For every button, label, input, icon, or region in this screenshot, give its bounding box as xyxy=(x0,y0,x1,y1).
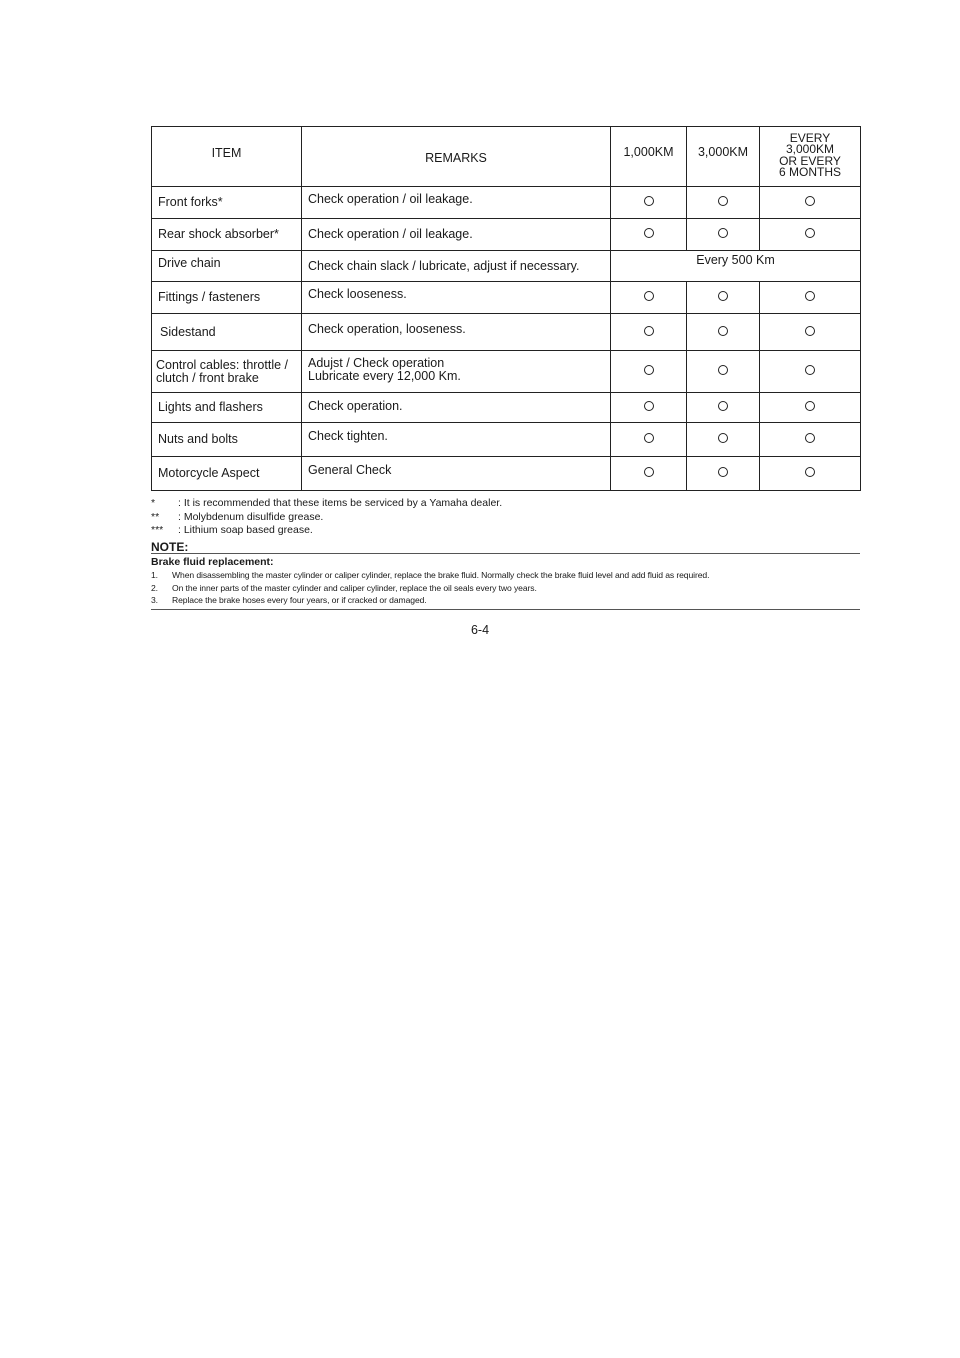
mark-3000km xyxy=(687,393,760,423)
table-row xyxy=(152,187,861,219)
check-circle-icon xyxy=(805,228,815,238)
item-cell: Fittings / fasteners xyxy=(152,282,302,314)
maintenance-table xyxy=(151,126,861,491)
header-remarks: REMARKS xyxy=(302,127,611,187)
remarks-cell: Check operation, looseness. xyxy=(302,314,611,351)
mark-every xyxy=(760,314,861,351)
check-circle-icon xyxy=(718,196,728,206)
mark-3000km xyxy=(687,423,760,457)
note-item: 2. On the inner parts of the master cylinder and caliper cylinder, replace the oil seals every two years. xyxy=(151,582,537,593)
table-header-row xyxy=(152,127,861,187)
table-row xyxy=(152,423,861,457)
table-row xyxy=(152,393,861,423)
remarks-cell: Check operation / oil leakage. xyxy=(302,187,611,219)
mark-every xyxy=(760,282,861,314)
check-circle-icon xyxy=(805,467,815,477)
item-cell: Front forks* xyxy=(152,187,302,219)
header-item: ITEM xyxy=(152,127,302,187)
page-number: 6-4 xyxy=(470,623,490,637)
check-circle-icon xyxy=(805,291,815,301)
table-row xyxy=(152,457,861,491)
mark-1000km xyxy=(611,187,687,219)
mark-every xyxy=(760,457,861,491)
check-circle-icon xyxy=(644,291,654,301)
check-circle-icon xyxy=(644,365,654,375)
remarks-cell: Check looseness. xyxy=(302,282,611,314)
remarks-cell: Check tighten. xyxy=(302,423,611,457)
header-3000km: 3,000KM xyxy=(687,127,760,187)
mark-1000km xyxy=(611,457,687,491)
remarks-cell: Check operation. xyxy=(302,393,611,423)
check-circle-icon xyxy=(644,326,654,336)
check-circle-icon xyxy=(805,326,815,336)
remarks-cell: Adujst / Check operation Lubricate every 12,000 Km. xyxy=(302,351,611,393)
every-500-km-interval: Every 500 Km xyxy=(611,251,861,282)
check-circle-icon xyxy=(805,365,815,375)
mark-1000km xyxy=(611,423,687,457)
note-body xyxy=(151,556,860,610)
note-item: 3. Replace the brake hoses every four years, or if cracked or damaged. xyxy=(151,595,427,605)
table-row xyxy=(152,251,861,282)
item-cell: Motorcycle Aspect xyxy=(152,457,302,491)
mark-3000km xyxy=(687,457,760,491)
check-circle-icon xyxy=(718,326,728,336)
footnote: *** : Lithium soap based grease. xyxy=(151,524,313,536)
header-1000km: 1,000KM xyxy=(611,127,687,187)
check-circle-icon xyxy=(644,467,654,477)
mark-1000km xyxy=(611,219,687,251)
remarks-cell: General Check xyxy=(302,457,611,491)
check-circle-icon xyxy=(718,228,728,238)
footnote: ** : Molybdenum disulfide grease. xyxy=(151,510,324,523)
mark-every xyxy=(760,423,861,457)
check-circle-icon xyxy=(718,365,728,375)
table-row xyxy=(152,351,861,393)
table-row xyxy=(152,219,861,251)
mark-3000km xyxy=(687,219,760,251)
mark-1000km xyxy=(611,351,687,393)
table-row xyxy=(152,314,861,351)
check-circle-icon xyxy=(644,196,654,206)
mark-every xyxy=(760,393,861,423)
check-circle-icon xyxy=(718,401,728,411)
note-item: 1. When disassembling the master cylinder or caliper cylinder, replace the brake fluid. Normally check the brake fluid level and add fluid as required. xyxy=(151,570,710,580)
mark-3000km xyxy=(687,187,760,219)
check-circle-icon xyxy=(644,401,654,411)
table-row xyxy=(152,282,861,314)
check-circle-icon xyxy=(805,433,815,443)
mark-every xyxy=(760,187,861,219)
remarks-cell: Check operation / oil leakage. xyxy=(302,219,611,251)
check-circle-icon xyxy=(805,196,815,206)
mark-1000km xyxy=(611,282,687,314)
check-circle-icon xyxy=(718,467,728,477)
item-cell: Nuts and bolts xyxy=(152,423,302,457)
mark-every xyxy=(760,351,861,393)
note-subheading: Brake fluid replacement: xyxy=(151,556,274,568)
item-cell: Drive chain xyxy=(152,251,302,282)
footnotes xyxy=(151,497,502,538)
check-circle-icon xyxy=(644,228,654,238)
remarks-cell: Check chain slack / lubricate, adjust if necessary. xyxy=(302,251,611,282)
item-cell: Sidestand xyxy=(152,314,302,351)
check-circle-icon xyxy=(644,433,654,443)
check-circle-icon xyxy=(718,291,728,301)
item-cell: Control cables: throttle / clutch / front brake xyxy=(152,351,302,393)
item-cell: Rear shock absorber* xyxy=(152,219,302,251)
mark-1000km xyxy=(611,393,687,423)
item-cell: Lights and flashers xyxy=(152,393,302,423)
mark-1000km xyxy=(611,314,687,351)
header-every-3000km-6-months: EVERY 3,000KM OR EVERY 6 MONTHS xyxy=(760,127,861,187)
mark-3000km xyxy=(687,314,760,351)
footnote: * : It is recommended that these items be serviced by a Yamaha dealer. xyxy=(151,497,503,509)
note-heading: NOTE: xyxy=(151,541,860,554)
mark-3000km xyxy=(687,282,760,314)
mark-3000km xyxy=(687,351,760,393)
check-circle-icon xyxy=(718,433,728,443)
check-circle-icon xyxy=(805,401,815,411)
mark-every xyxy=(760,219,861,251)
